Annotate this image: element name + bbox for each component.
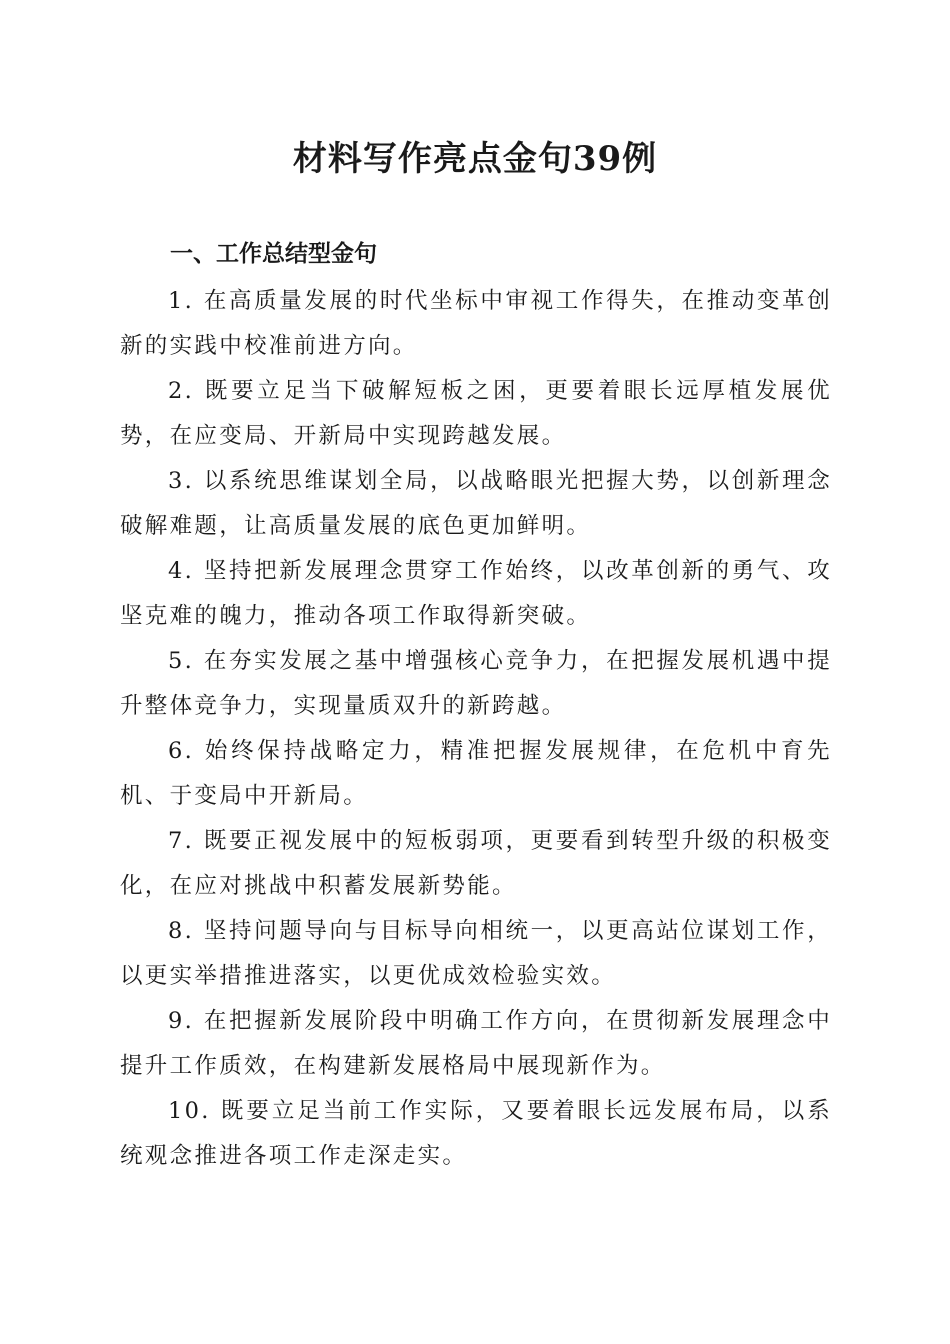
list-item: 7. 既要正视发展中的短板弱项，更要看到转型升级的积极变化，在应对挑战中积蓄发展新势能。 (120, 828, 832, 899)
document-title: 材料写作亮点金句39例 (292, 139, 658, 179)
list-item: 2. 既要立足当下破解短板之困，更要着眼长远厚植发展优势，在应变局、开新局中实现跨越发展。 (120, 378, 832, 449)
list-item: 1. 在高质量发展的时代坐标中审视工作得失，在推动变革创新的实践中校准前进方向。 (120, 288, 832, 359)
list-item: 4. 坚持把新发展理念贯穿工作始终，以改革创新的勇气、攻坚克难的魄力，推动各项工作取得新突破。 (120, 558, 832, 629)
list-item: 10. 既要立足当前工作实际，又要着眼长远发展布局，以系统观念推进各项工作走深走实。 (120, 1098, 832, 1169)
list-item: 8. 坚持问题导向与目标导向相统一，以更高站位谋划工作，以更实举措推进落实，以更优成效检验实效。 (120, 918, 832, 989)
list-item: 6. 始终保持战略定力，精准把握发展规律，在危机中育先机、于变局中开新局。 (120, 738, 832, 809)
quote-list (120, 279, 832, 1179)
section-heading: 一、工作总结型金句 (170, 241, 377, 267)
list-item: 9. 在把握新发展阶段中明确工作方向，在贯彻新发展理念中提升工作质效，在构建新发展格局中展现新作为。 (120, 1008, 832, 1079)
list-item: 3. 以系统思维谋划全局，以战略眼光把握大势，以创新理念破解难题，让高质量发展的底色更加鲜明。 (120, 468, 832, 539)
list-item: 5. 在夯实发展之基中增强核心竞争力，在把握发展机遇中提升整体竞争力，实现量质双升的新跨越。 (120, 648, 832, 719)
